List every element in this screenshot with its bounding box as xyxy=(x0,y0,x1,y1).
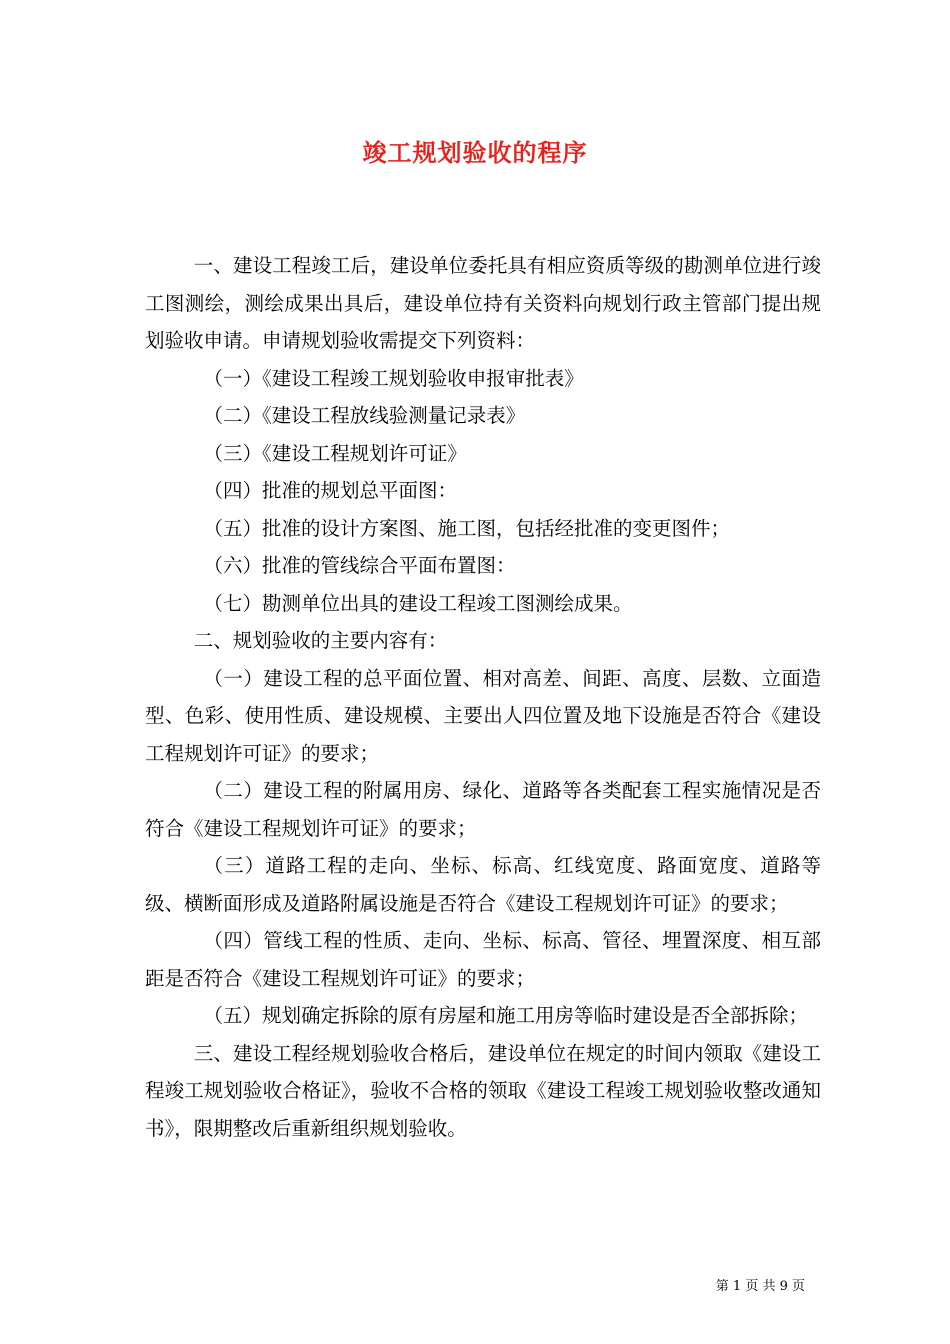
list-item: （七）勘测单位出具的建设工程竣工图测绘成果。 xyxy=(203,591,633,615)
list-item: （二）《建设工程放线验测量记录表》 xyxy=(203,404,526,427)
list-item: （四）批准的规划总平面图： xyxy=(203,479,458,502)
list-item: （四）管线工程的性质、走向、坐标、标高、管径、埋置深度、相互部距是否符合《建设工程规划许可证》的要求； xyxy=(145,929,821,990)
list-item: （一）《建设工程竣工规划验收申报审批表》 xyxy=(203,366,584,390)
list-item: （五）规划确定拆除的原有房屋和施工用房等临时建设是否全部拆除； xyxy=(203,1004,809,1027)
document-body xyxy=(145,247,821,1147)
list-item: （三）《建设工程规划许可证》 xyxy=(203,441,467,465)
document-title: 竣工规划验收的程序 xyxy=(362,138,588,167)
list-item: （一）建设工程的总平面位置、相对高差、间距、高度、层数、立面造型、色彩、使用性质、建设规模、主要出人四位置及地下设施是否符合《建设工程规划许可证》的要求； xyxy=(145,666,821,765)
list-item: （五）批准的设计方案图、施工图，包括经批准的变更图件； xyxy=(203,516,731,540)
paragraph-section-2: 二、规划验收的主要内容有： xyxy=(193,629,448,652)
list-item: （二）建设工程的附属用房、绿化、道路等各类配套工程实施情况是否符合《建设工程规划许可证》的要求； xyxy=(145,779,821,840)
paragraph-section-1: 一、建设工程竣工后，建设单位委托具有相应资质等级的勘测单位进行竣工图测绘，测绘成果出具后，建设单位持有关资料向规划行政主管部门提出规划验收申请。申请规划验收需提交下列资料： xyxy=(145,254,821,352)
paragraph-section-3: 三、建设工程经规划验收合格后，建设单位在规定的时间内领取《建设工程竣工规划验收合格证》，验收不合格的领取《建设工程竣工规划验收整改通知书》，限期整改后重新组织规划验收。 xyxy=(145,1041,821,1140)
list-item: （三）道路工程的走向、坐标、标高、红线宽度、路面宽度、道路等级、横断面形成及道路附属设施是否符合《建设工程规划许可证》的要求； xyxy=(145,854,821,915)
page-number: 第 1 页 共 9 页 xyxy=(715,1279,805,1294)
list-item: （六）批准的管线综合平面布置图： xyxy=(203,554,516,577)
